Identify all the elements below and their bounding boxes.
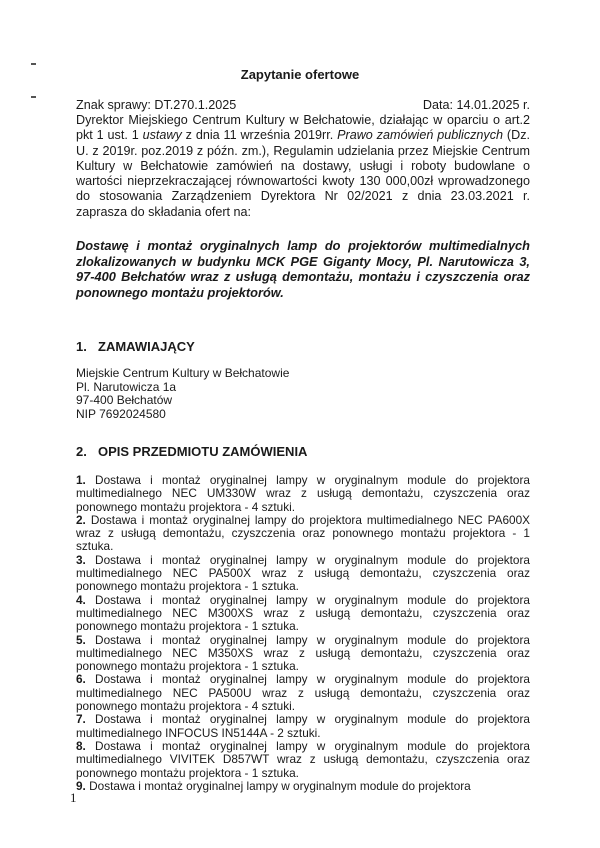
document-date: Data: 14.01.2025 r.	[422, 98, 530, 112]
address-line: Pl. Narutowicza 1a	[76, 379, 177, 394]
document-title: Zapytanie ofertowe	[240, 67, 360, 82]
address-line: 97-400 Bełchatów	[76, 393, 173, 408]
list-item: 1. Dostawa i montaż oryginalnej lampy w oryginalnym module do projektora multimedialnego NEC UM330W wraz z usługą demontażu, czyszczenia oraz ponownego montażu projektora - 4 sztuki.	[76, 473, 530, 514]
list-item: 3. Dostawa i montaż oryginalnej lampy w oryginalnym module do projektora multimedialnego NEC PA500X wraz z usługą demontażu, czyszczenia oraz ponownego montażu projektora - 1 sztuka.	[76, 552, 530, 594]
punch-mark-top	[31, 63, 36, 65]
address-line: Miejskie Centrum Kultury w Bełchatowie	[76, 366, 290, 380]
intro-text: (Dz. U. z 2019r. poz.2019 z późn. zm.), Regulamin udzielania przez Miejskie Centrum Kultury w Bełchatowie zamówień na dostawy, usługi i roboty budowlane o wartości nieprzekraczającej równowartości kwoty 130 000,00zł wprowadzonego do stosowania Zarządzeniem Dyrektora Nr 02/2021 z dnia 23.03.2021 r. zaprasza do składania ofert na:	[76, 128, 530, 219]
section-title: ZAMAWIAJĄCY	[98, 339, 195, 354]
list-item: 6. Dostawa i montaż oryginalnej lampy w oryginalnym module do projektora multimedialnego NEC PA500U wraz z usługą demontażu, czyszczenia oraz ponownego montażu projektora - 4 sztuki.	[76, 672, 530, 714]
list-item: 8. Dostawa i montaż oryginalnej lampy w oryginalnym module do projektora multimedialnego VIVITEK D857WT wraz z usługą demontażu, czyszczenia oraz ponownego montażu projektora - 1 sztuka.	[76, 738, 530, 780]
list-item: 4. Dostawa i montaż oryginalnej lampy w oryginalnym module do projektora multimedialnego NEC M300XS wraz z usługą demontażu, czyszczenia oraz ponownego montażu projektora - 1 sztuka.	[76, 592, 530, 634]
order-items-list	[76, 474, 530, 793]
punch-mark-bottom	[31, 96, 36, 98]
list-item: 7. Dostawa i montaż oryginalnej lampy w oryginalnym module do projektora multimedialnego INFOCUS IN5144A - 2 sztuki.	[76, 712, 530, 740]
intro-italic: Prawo zamówień publicznych	[337, 128, 504, 143]
intro-text: Dyrektor Miejskiego Centrum Kultury w Bełchatowie, działając w oparciu o art.2 pkt 1 ust. 1	[76, 113, 530, 143]
case-reference: Znak sprawy: DT.270.1.2025	[76, 98, 237, 112]
section-number: 2.	[76, 444, 87, 459]
list-item: 5. Dostawa i montaż oryginalnej lampy w oryginalnym module do projektora multimedialnego NEC M350XS wraz z usługą demontażu, czyszczenia oraz ponownego montażu projektora - 1 sztuka.	[76, 632, 530, 674]
page-number: 1	[70, 790, 77, 805]
list-item: 9. Dostawa i montaż oryginalnej lampy w oryginalnym module do projektora	[76, 778, 471, 793]
ordering-party-address	[76, 367, 289, 421]
intro-text: z dnia 11 września 2019rr.	[181, 128, 338, 143]
reference-line	[76, 98, 530, 112]
section-heading-order-description	[76, 444, 307, 459]
section-heading-ordering-party	[76, 339, 195, 354]
address-line: NIP 7692024580	[76, 406, 166, 421]
intro-italic: ustawy	[142, 128, 182, 143]
list-item: 2. Dostawa i montaż oryginalnej lampy do projektora multimedialnego NEC PA600X wraz z usługą demontażu, czyszczenia oraz ponownego montażu projektora - 1 sztuka.	[76, 512, 530, 554]
intro-paragraph	[76, 113, 530, 220]
section-number: 1.	[76, 339, 87, 354]
section-title: OPIS PRZEDMIOTU ZAMÓWIENIA	[98, 444, 308, 459]
order-subject: Dostawę i montaż oryginalnych lamp do projektorów multimedialnych zlokalizowanych w budynku MCK PGE Giganty Mocy, Pl. Narutowicza 3, 97-400 Bełchatów wraz z usługą demontażu, montażu i czyszczenia oraz ponownego montażu projektorów.	[76, 238, 530, 300]
